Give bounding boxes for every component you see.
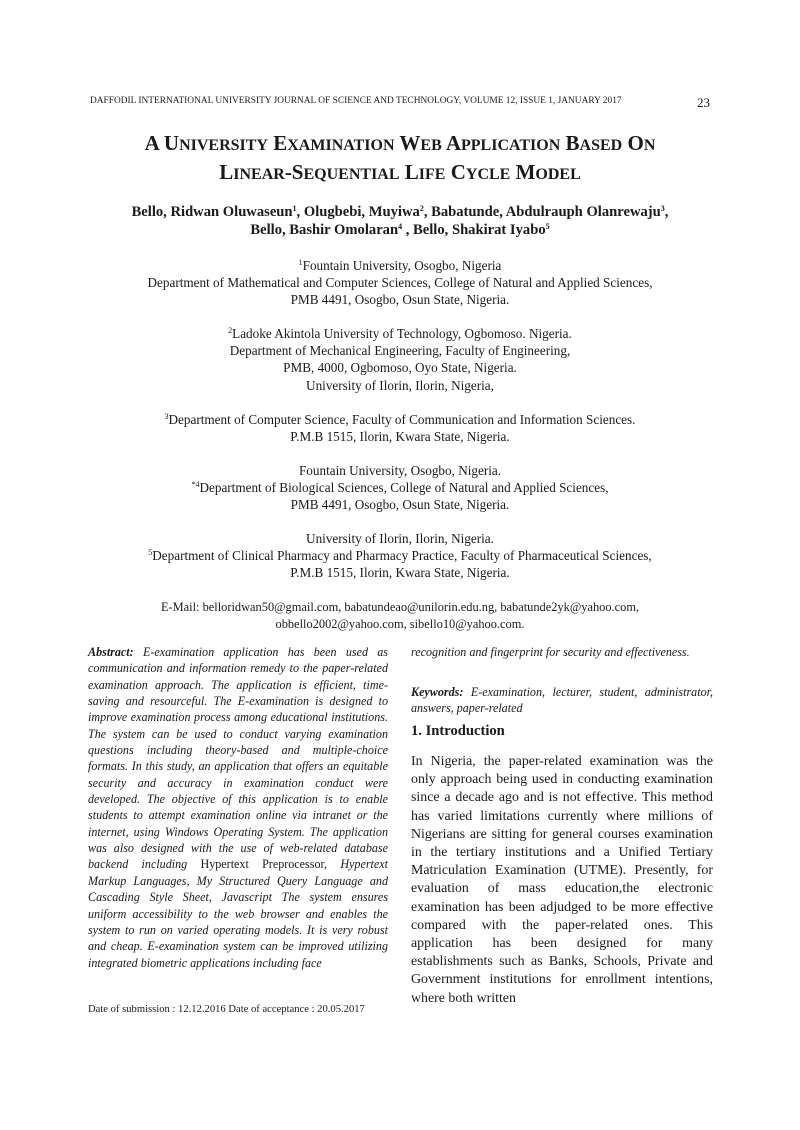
- email-list: E-Mail: belloridwan50@gmail.com, babatundeao@unilorin.edu.ng, babatunde2yk@yahoo.com, obbello2002@yahoo.com, sibello10@yahoo.com.: [160, 600, 640, 631]
- affiliation-1: $^1$Fountain University, Osogbo, Nigeria Department of Mathematical and Computer Sciences, College of Natural and Applied Sciences, PMB 4491, Osogbo, Osun State, Nigeria.: [147, 258, 653, 308]
- title-line-1: A UNIVERSITY EXAMINATION WEB APPLICATION BASED ON: [144, 131, 656, 155]
- keywords-label: Keywords:: [411, 685, 464, 699]
- author-list: [60, 203, 740, 239]
- abstract: Abstract: E-examination application has been used as communication and information remedy to the paper-related examination approach. The application is efficient, time-saving and resourceful. The E-examination is designed to improve examination process among educational institutions. The system can be used to conduct varying examination questions including theory-based and multiple-choice formats. In this study, an application that offers an equitable security and accuracy in examination conduct were developed. The objective of this application is to enable students to attempt examination online via intranet or the internet, using Windows Operating System. The application was also designed with the use of web-related database backend including Hypertext Preprocessor, Hypertext Markup Languages, My Structured Query Language and Cascading Style Sheet, Javascript The system ensures uniform accessibility to the web browser and enables the system to run on varied operating models. It is very robust and cheap. E-examination system can be improved utilizing integrated biometric applications including face: [88, 645, 388, 970]
- page-number: 23: [697, 95, 710, 110]
- affiliation-2: $^2$Ladoke Akintola University of Technology, Ogbomoso. Nigeria. Department of Mechanical Engineering, Faculty of Engineering, PMB, 4000, Ogbomoso, Oyo State, Nigeria. University of Ilorin, Ilorin, Nigeria,: [228, 326, 572, 393]
- paper-title: [60, 130, 740, 188]
- introduction-text: In Nigeria, the paper-related examination was the only approach being used in conducting examination since a decade ago and is not effective. This method has varied limitations currently where millions of Nigerians are sitting for general courses examination in the tertiary institutions and a Unified Tertiary Matriculation Examination (UTME). Presently, for evaluation of mass education,the electronic examination has been adjudged to be more effective compared with the paper-related ones. This application has been designed for many establishments such as Banks, Schools, Private and Government institutions for enrollment intentions, where both written: [411, 754, 713, 1006]
- title-line-2: LINEAR-SEQUENTIAL LIFE CYCLE MODEL: [219, 160, 581, 184]
- author-line-1: Bello, Ridwan Oluwaseun$^1$, Olugbebi, Muyiwa$^2$, Babatunde, Abdulrauph Olanrewaju$^3$,: [131, 204, 669, 220]
- keywords: Keywords: E-examination, lecturer, student, administrator, answers, paper-related: [411, 685, 713, 716]
- affiliation-3: $^3$Department of Computer Science, Faculty of Communication and Information Sciences. P.M.B 1515, Ilorin, Kwara State, Nigeria.: [164, 412, 636, 445]
- submission-dates: Date of submission : 12.12.2016 Date of acceptance : 20.05.2017: [88, 1004, 365, 1015]
- author-line-2: Bello, Bashir Omolaran$^4$ , Bello, Shakirat Iyabo$^5$: [250, 222, 550, 238]
- abstract-continuation: recognition and fingerprint for security and effectiveness.: [411, 645, 690, 659]
- affiliation-5: University of Ilorin, Ilorin, Nigeria. $^5$Department of Clinical Pharmacy and Pharmacy Practice, Faculty of Pharmaceutical Sciences, P.M.B 1515, Ilorin, Kwara State, Nigeria.: [148, 531, 652, 581]
- running-head: DAFFODIL INTERNATIONAL UNIVERSITY JOURNAL OF SCIENCE AND TECHNOLOGY, VOLUME 12, ISSUE 1, JANUARY 2017: [90, 96, 622, 106]
- abstract-label: Abstract:: [88, 645, 134, 659]
- section-heading-introduction: 1. Introduction: [411, 723, 505, 739]
- affiliation-4: Fountain University, Osogbo, Nigeria. $^{*4}$Department of Biological Sciences, College of Natural and Applied Sciences, PMB 4491, Osogbo, Osun State, Nigeria.: [191, 463, 609, 513]
